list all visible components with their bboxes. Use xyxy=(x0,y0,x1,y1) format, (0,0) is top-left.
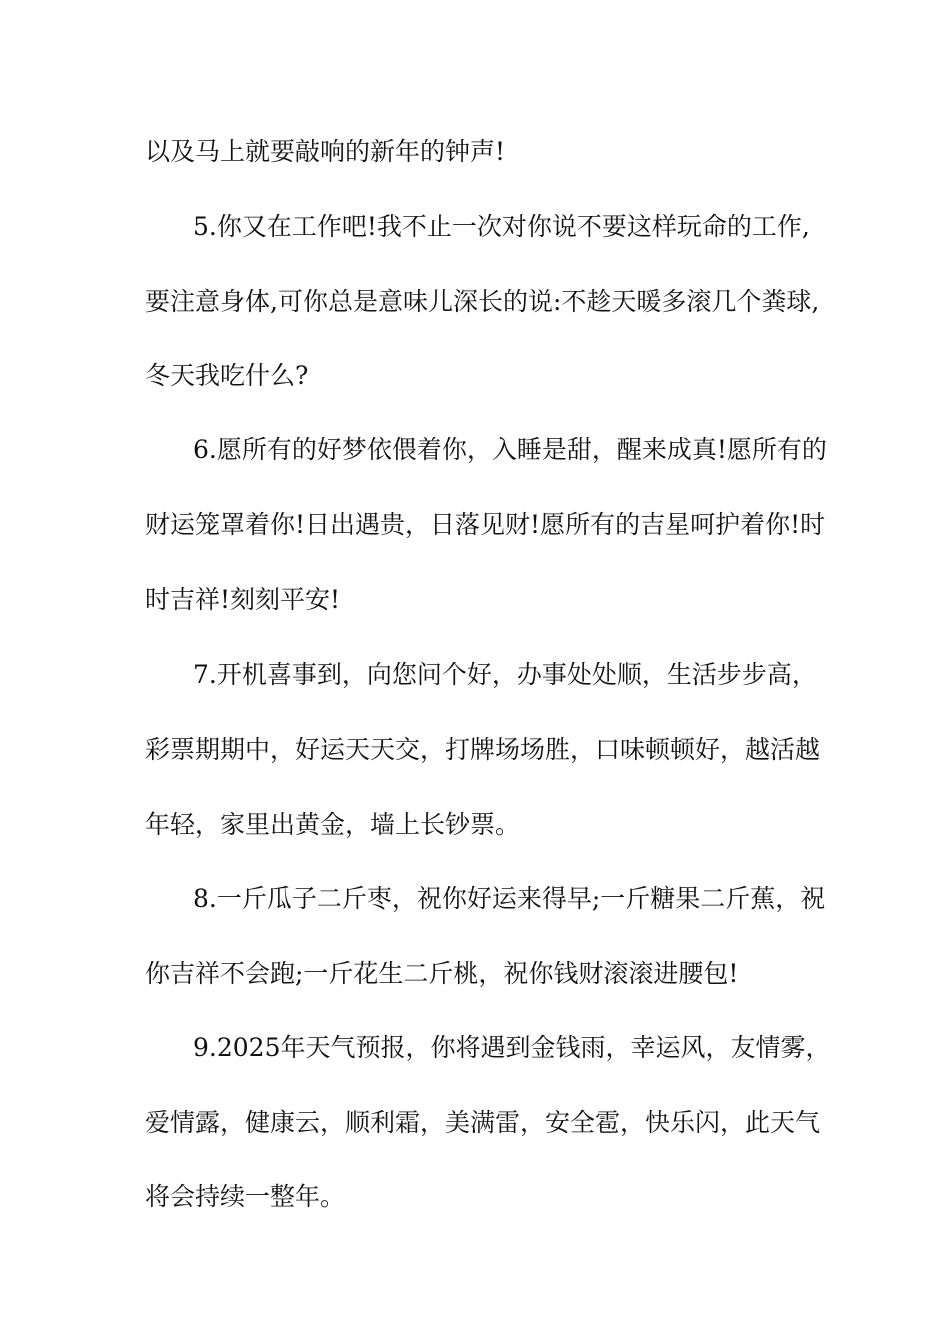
paragraph-line: 年轻，家里出黄金，墙上长钞票。 xyxy=(145,810,521,839)
paragraph-line: 8.一斤瓜子二斤枣，祝你好运来得早;一斤糖果二斤蕉，祝 xyxy=(193,884,826,913)
paragraph-line: 冬天我吃什么? xyxy=(145,361,309,390)
paragraph-line: 你吉祥不会跑;一斤花生二斤桃，祝你钱财滚滚进腰包! xyxy=(145,959,739,988)
paragraph-line: 要注意身体,可你总是意味儿深长的说:不趁天暖多滚几个粪球, xyxy=(145,287,820,316)
paragraph-line: 爱情露，健康云，顺利霜，美满雷，安全雹，快乐闪，此天气 xyxy=(145,1108,821,1137)
paragraph-line: 以及马上就要敲响的新年的钟声! xyxy=(145,137,506,166)
paragraph-line: 彩票期期中，好运天天交，打牌场场胜，口味顿顿好，越活越 xyxy=(145,735,821,764)
paragraph-line: 7.开机喜事到，向您问个好，办事处处顺，生活步步高， xyxy=(193,660,817,689)
paragraph-line: 5.你又在工作吧!我不止一次对你说不要这样玩命的工作, xyxy=(193,212,810,241)
paragraph-line: 将会持续一整年。 xyxy=(145,1182,346,1211)
paragraph-line: 时吉祥!刻刻平安! xyxy=(145,585,341,614)
paragraph-line: 9.2025年天气预报，你将遇到金钱雨，幸运风，友情雾， xyxy=(193,1033,831,1062)
paragraph-line: 财运笼罩着你!日出遇贵，日落见财!愿所有的吉星呵护着你!时 xyxy=(145,510,826,539)
paragraph-line: 6.愿所有的好梦依偎着你，入睡是甜，醒来成真!愿所有的 xyxy=(193,435,827,464)
